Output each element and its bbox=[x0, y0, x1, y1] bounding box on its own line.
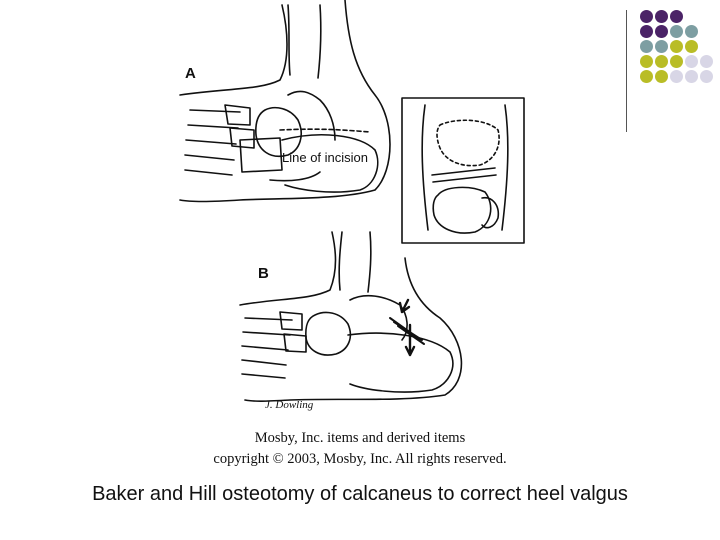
panel-a-label: A bbox=[185, 65, 196, 82]
decorative-dot bbox=[655, 10, 668, 23]
copyright-line-1: Mosby, Inc. items and derived items bbox=[254, 430, 466, 446]
osteotomy-illustration bbox=[170, 0, 530, 420]
decorative-dot bbox=[655, 40, 668, 53]
copyright-line-2: copyright © 2003, Mosby, Inc. All rights reserved. bbox=[213, 451, 507, 467]
decorative-dot bbox=[670, 55, 683, 68]
decorative-dot bbox=[640, 25, 653, 38]
decorative-divider-line bbox=[626, 10, 627, 132]
panel-b-label: B bbox=[258, 265, 269, 282]
illustrator-signature: J. Dowling bbox=[265, 399, 314, 411]
panel-b-foot-drawing bbox=[240, 232, 461, 401]
decorative-dot bbox=[685, 40, 698, 53]
slide-caption: Baker and Hill osteotomy of calcaneus to correct heel valgus bbox=[92, 483, 628, 505]
decorative-dot bbox=[655, 55, 668, 68]
decorative-dot-grid bbox=[640, 10, 720, 120]
decorative-dot bbox=[640, 40, 653, 53]
incision-label: Line of incision bbox=[282, 150, 368, 165]
decorative-dot bbox=[655, 25, 668, 38]
decorative-dot bbox=[670, 40, 683, 53]
decorative-dot bbox=[640, 10, 653, 23]
panel-a-foot-drawing bbox=[180, 0, 390, 202]
panel-a-inset-drawing bbox=[402, 98, 524, 243]
decorative-dot bbox=[700, 70, 713, 83]
decorative-dot bbox=[685, 55, 698, 68]
decorative-dot bbox=[655, 70, 668, 83]
decorative-dot bbox=[670, 10, 683, 23]
decorative-dot bbox=[670, 25, 683, 38]
decorative-dot bbox=[685, 25, 698, 38]
decorative-dot bbox=[685, 70, 698, 83]
decorative-dot bbox=[670, 70, 683, 83]
decorative-dot bbox=[640, 55, 653, 68]
decorative-dot bbox=[640, 70, 653, 83]
decorative-dot bbox=[700, 55, 713, 68]
